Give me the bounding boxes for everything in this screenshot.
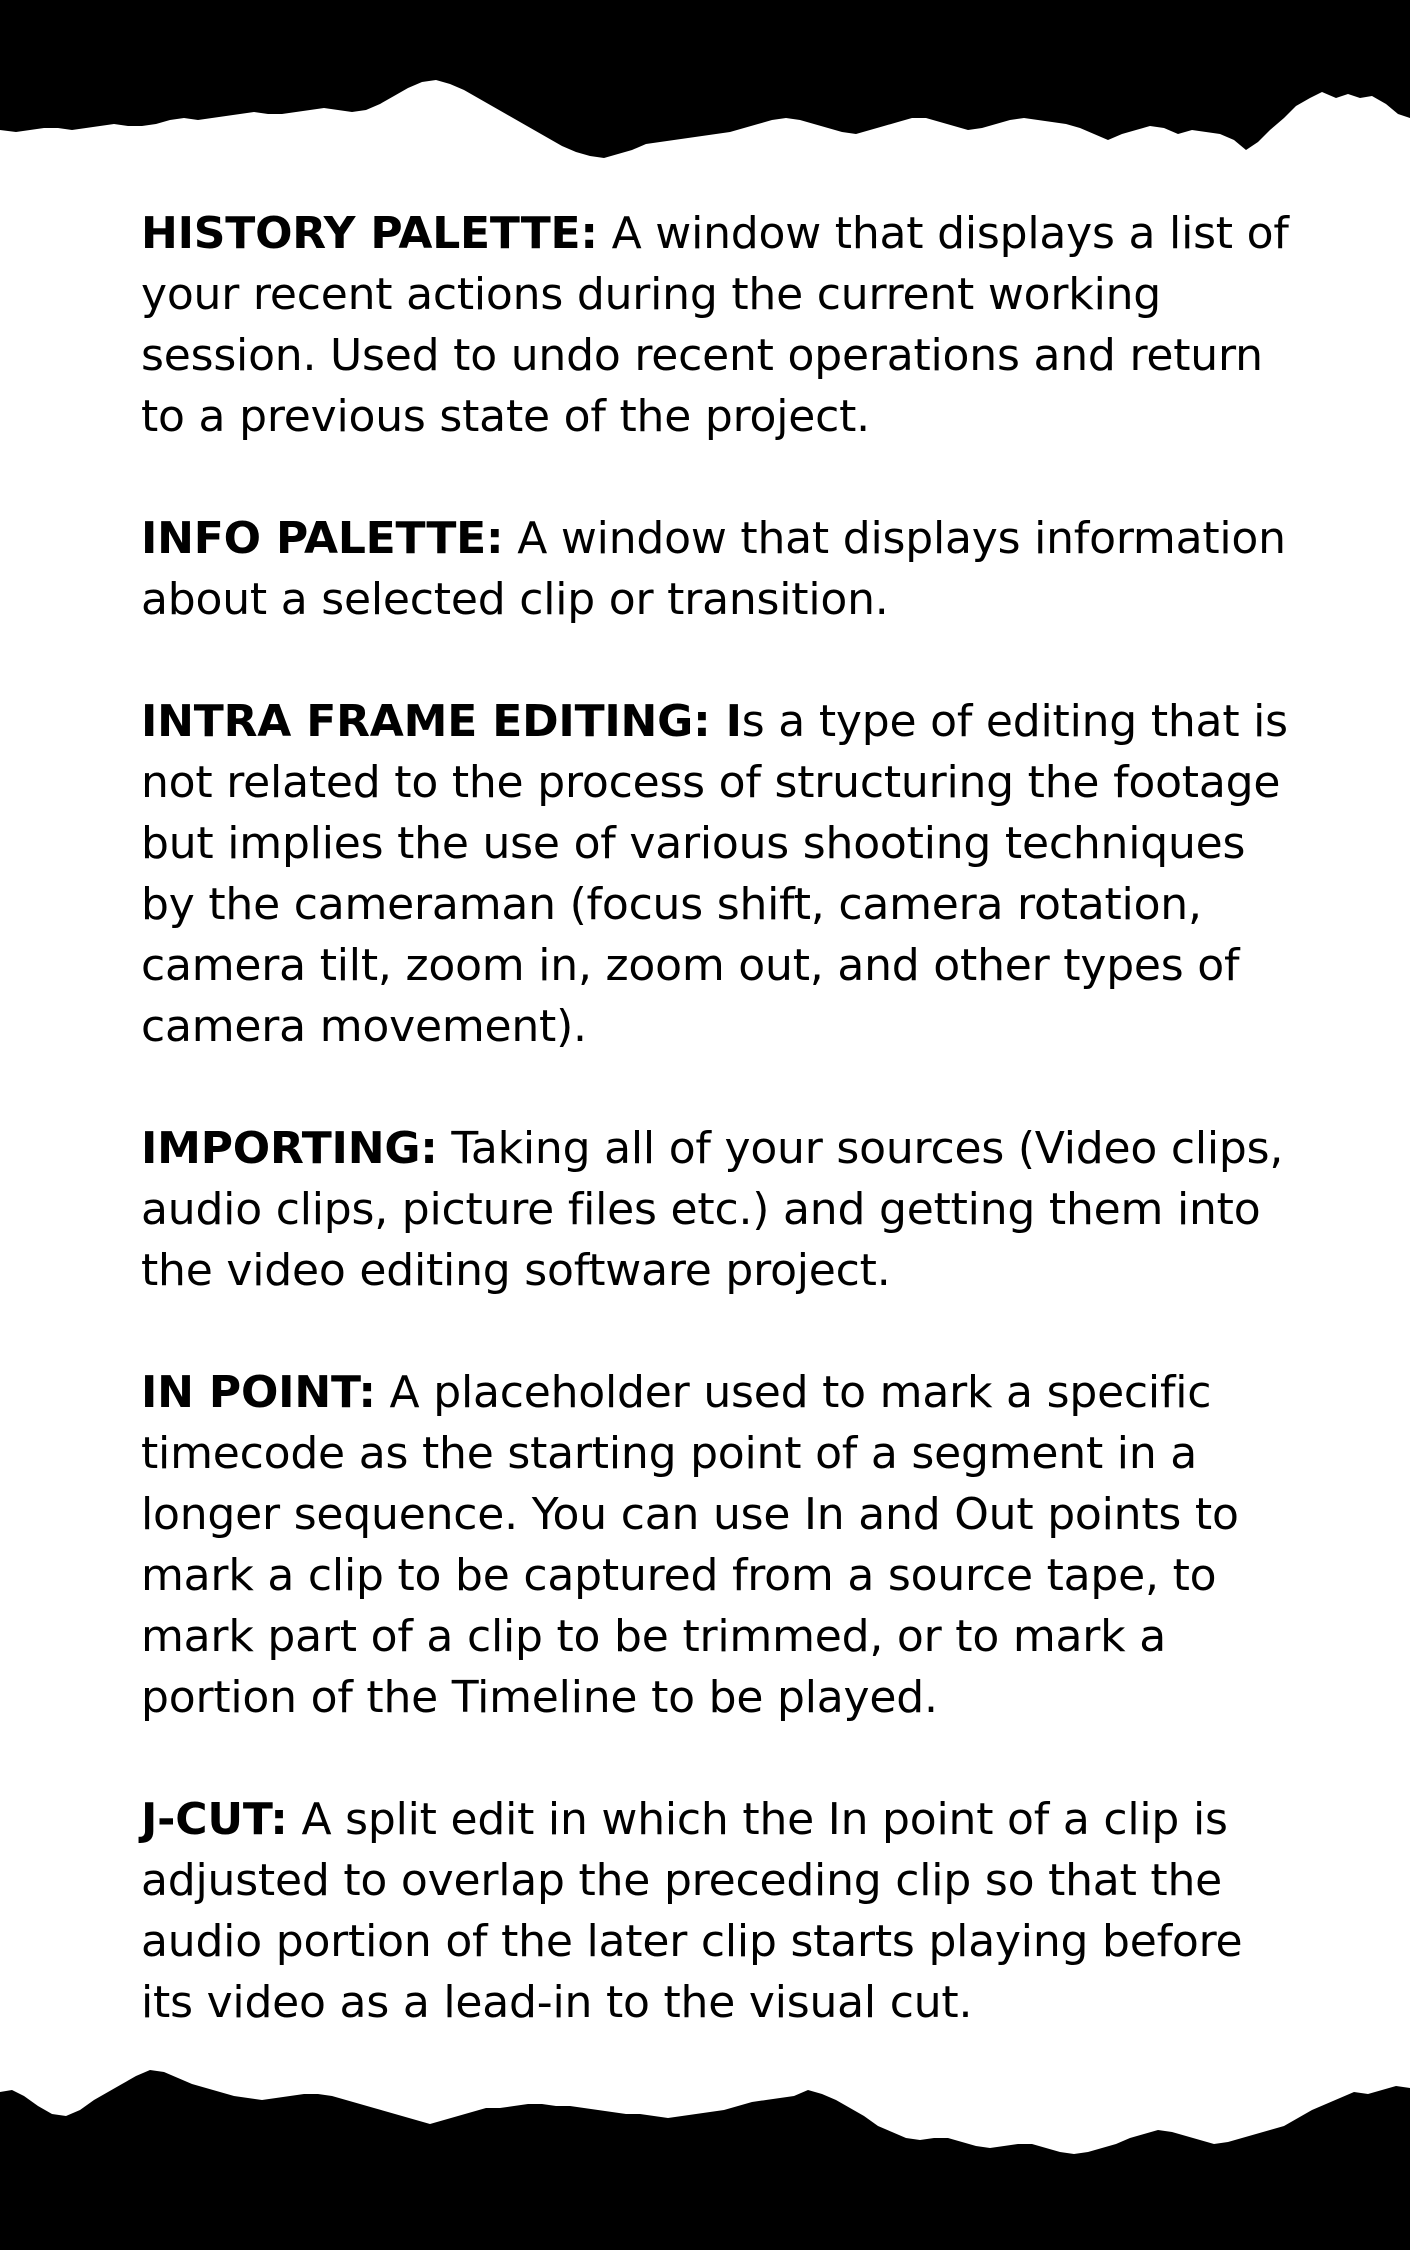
glossary-entry-intra-frame-editing bbox=[141, 691, 1291, 1057]
torn-paper-bottom-edge bbox=[0, 2040, 1410, 2250]
term: J-CUT: bbox=[141, 1794, 288, 1845]
glossary-entry-j-cut bbox=[141, 1789, 1291, 2033]
glossary-entry-info-palette bbox=[141, 508, 1291, 630]
term: INTRA FRAME EDITING: I bbox=[141, 696, 742, 747]
glossary-entry-in-point bbox=[141, 1362, 1291, 1728]
term: INFO PALETTE: bbox=[141, 513, 504, 564]
definition: s a type of editing that is not related to the process of structuring the footage but implies the use of various shooting techniques by the cameraman (focus shift, camera rotation, camera tilt, zoom in, zoom out, and other types of camera movement). bbox=[141, 696, 1288, 1052]
definition: A window that displays a list of your recent actions during the current working session. Used to undo recent operations and return to a previous state of the project. bbox=[141, 208, 1289, 442]
term: IN POINT: bbox=[141, 1367, 376, 1418]
glossary-entry-history-palette bbox=[141, 203, 1291, 447]
definition: A placeholder used to mark a specific timecode as the starting point of a segment in a longer sequence. You can use In and Out points to mark a clip to be captured from a source tape, to mark part of a clip to be trimmed, or to mark a portion of the Timeline to be played. bbox=[141, 1367, 1239, 1723]
torn-paper-top-edge bbox=[0, 0, 1410, 170]
definition: A window that displays information about a selected clip or transition. bbox=[141, 513, 1286, 625]
definition: Taking all of your sources (Video clips, audio clips, picture files etc.) and getting them into the video editing software project. bbox=[141, 1123, 1284, 1296]
term: IMPORTING: bbox=[141, 1123, 438, 1174]
glossary-content bbox=[141, 203, 1291, 2033]
definition: A split edit in which the In point of a clip is adjusted to overlap the preceding clip so that the audio portion of the later clip starts playing before its video as a lead-in to the visual cut. bbox=[141, 1794, 1243, 2028]
term: HISTORY PALETTE: bbox=[141, 208, 598, 259]
glossary-entry-importing bbox=[141, 1118, 1291, 1301]
